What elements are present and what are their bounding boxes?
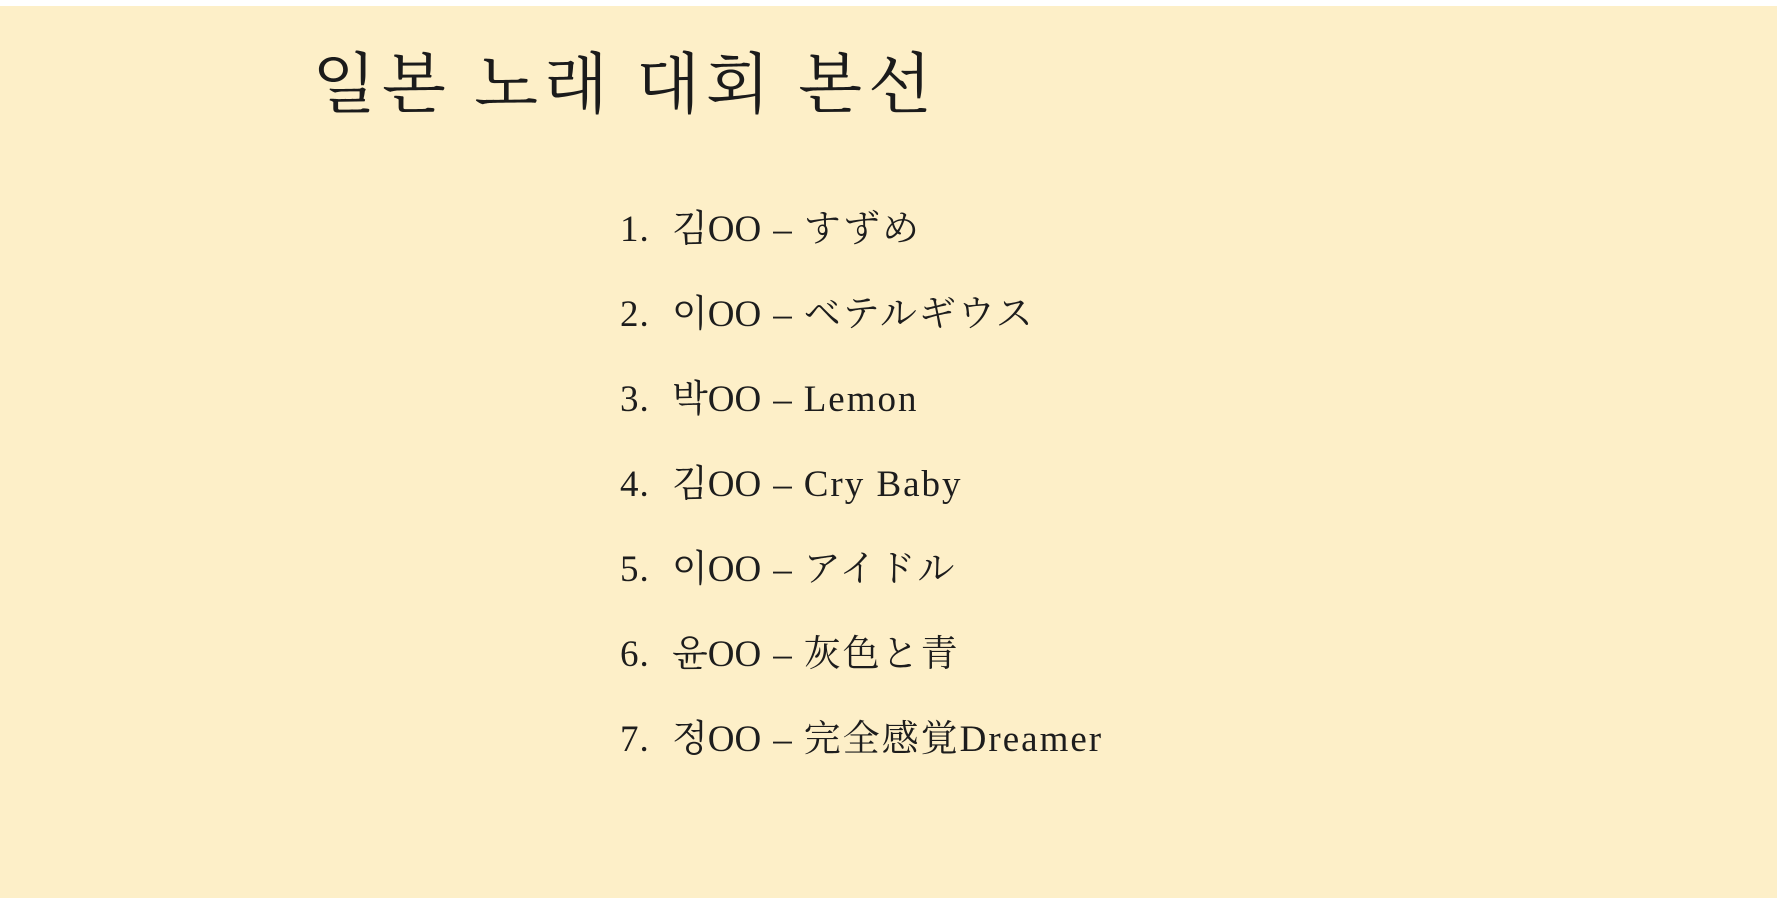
page-title: 일본 노래 대회 본선: [312, 49, 938, 122]
list-item-dash: –: [773, 549, 792, 590]
list-item-song: すずめ: [803, 209, 922, 250]
list-item-performer: 김OO: [672, 209, 762, 250]
performance-list: [620, 211, 1620, 806]
list-item-number: 6.: [620, 634, 650, 675]
list-item-performer: 윤OO: [672, 634, 762, 675]
list-item-dash: –: [773, 719, 792, 760]
slide-canvas: [0, 6, 1777, 898]
list-item-number: 4.: [620, 464, 650, 505]
list-item: [620, 296, 1620, 333]
list-item-number: 5.: [620, 549, 650, 590]
list-item-number: 1.: [620, 209, 650, 250]
list-item-number: 2.: [620, 294, 650, 335]
list-item-dash: –: [773, 634, 792, 675]
list-item-dash: –: [773, 294, 792, 335]
list-item: [620, 211, 1620, 248]
list-item-performer: 김OO: [672, 464, 762, 505]
list-item-performer: 박OO: [672, 379, 762, 420]
list-item: [620, 466, 1620, 503]
list-item-number: 3.: [620, 379, 650, 420]
list-item-number: 7.: [620, 719, 650, 760]
list-item-song: 完全感覚Dreamer: [803, 719, 1104, 760]
list-item-performer: 정OO: [672, 719, 762, 760]
list-item: [620, 636, 1620, 673]
list-item-song: 灰色と青: [803, 634, 960, 675]
list-item-song: ベテルギウス: [803, 294, 1035, 335]
list-item-performer: 이OO: [672, 294, 762, 335]
list-item-dash: –: [773, 209, 792, 250]
list-item-dash: –: [773, 464, 792, 505]
list-item-performer: 이OO: [672, 549, 762, 590]
list-item: [620, 551, 1620, 588]
list-item-song: アイドル: [803, 549, 957, 590]
list-item: [620, 721, 1620, 758]
list-item-song: Cry Baby: [803, 464, 963, 505]
list-item-dash: –: [773, 379, 792, 420]
list-item: [620, 381, 1620, 418]
list-item-song: Lemon: [803, 379, 919, 420]
